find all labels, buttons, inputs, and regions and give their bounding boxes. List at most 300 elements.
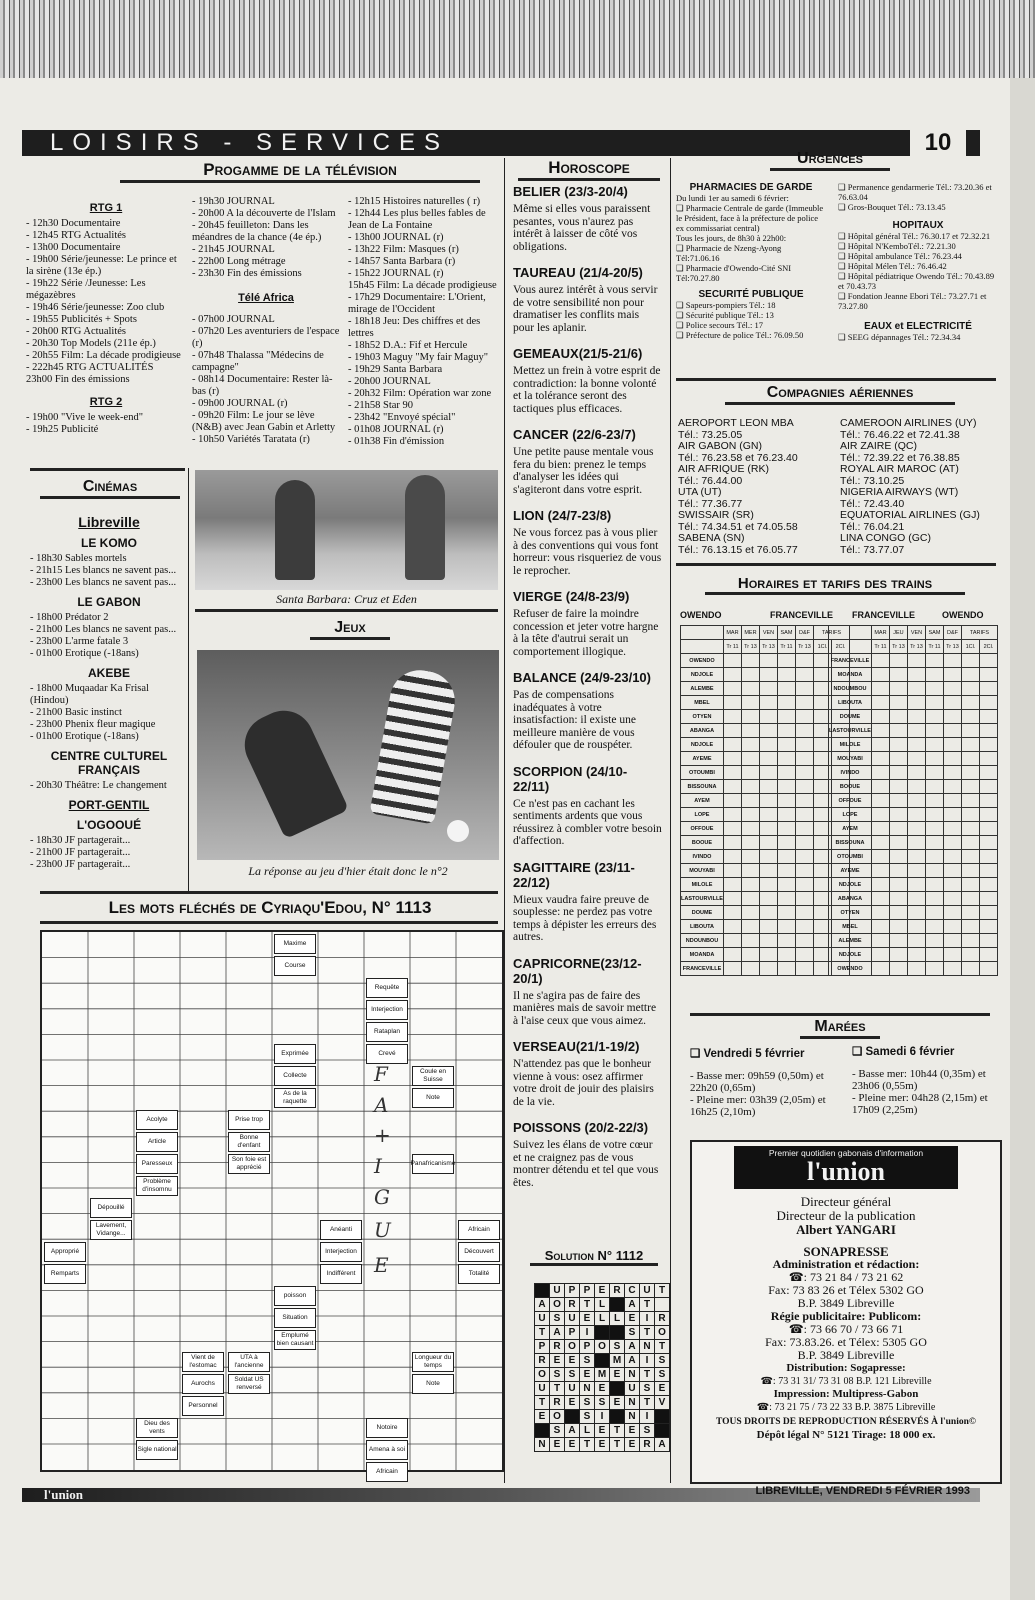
player-left [235,701,349,839]
time-cell [759,836,777,850]
crossword-clue: Article [136,1132,178,1152]
crossword-clue: Approprié [44,1242,86,1262]
black-cell [655,1410,670,1424]
crossword-grid[interactable] [40,930,504,1475]
zodiac-sign: LION (24/7-23/8) [513,508,612,523]
solution-cell: R [550,1396,565,1410]
time-cell [795,906,813,920]
time-cell [741,850,759,864]
compagnies-right [840,418,1000,556]
solution-cell: O [550,1410,565,1424]
time-cell [889,878,907,892]
solution-cell: I [595,1410,610,1424]
time-cell [723,920,741,934]
time-cell [907,780,925,794]
dir2-to: OWENDO [942,610,984,620]
crossword-clue: Exprimée [274,1044,316,1064]
solution-cell: P [565,1326,580,1340]
station-name: MOANDA [681,948,724,962]
zodiac-text: Pas de compensations inadéquates à votre insatisfaction: il existe une meilleure manière de vous défouler que de rouspéter. [513,689,636,751]
time-cell [979,668,997,682]
train-header: Tr 13 [943,640,961,654]
showtime: - 18h00 Prédator 2 [30,612,109,623]
crossword-clue: Prise trop [228,1110,270,1130]
airline-line: Tél.: 73.25.05 [678,428,743,441]
page-right-edge [1010,78,1035,1600]
time-cell [741,668,759,682]
crossword-clue: Interjection [320,1242,362,1262]
solution-cell: E [610,1368,625,1382]
time-cell [871,878,889,892]
program-item: - 08h14 Documentaire: Rester là-bas (r) [192,374,333,397]
horoscope-title: Horoscope [518,158,660,181]
crossword-clue: Course [274,956,316,976]
crossword-clue: Anéanti [320,1220,362,1240]
solution-cell: U [625,1382,640,1396]
time-cell [759,850,777,864]
crossword-clue: Son foie est apprécié [228,1154,270,1174]
time-cell [889,710,907,724]
black-cell [610,1382,625,1396]
program-item: - 19h55 Publicités + Spots [26,314,137,325]
program-item: - 20h32 Film: Opération war zone [348,388,492,399]
solution-cell: A [550,1326,565,1340]
time-cell [961,836,979,850]
crossword-clue: Totalité [458,1264,500,1284]
crossword-clue: Note [412,1374,454,1394]
time-cell [741,808,759,822]
tide-line: - Pleine mer: 03h39 (2,05m) et 16h25 (2,10m) [690,1094,826,1118]
time-cell [795,934,813,948]
showtime: - 18h30 Sables mortels [30,553,127,564]
day2-title: ❑ Samedi 6 février [852,1046,955,1058]
solution-cell: S [640,1424,655,1438]
hopitaux-title: HOPITAUX [892,220,944,231]
program-item: - 19h00 "Vive le week-end" [26,412,143,423]
airline-line: LINA CONGO (GC) [840,532,932,544]
time-cell [795,724,813,738]
admin-title: Administration et rédaction: [772,1257,920,1271]
time-cell [925,794,943,808]
time-cell [741,822,759,836]
figure-left [275,480,315,580]
time-cell [961,934,979,948]
time-cell [979,906,997,920]
time-cell [943,724,961,738]
program-item: - 19h30 JOURNAL [192,196,275,207]
time-cell [723,752,741,766]
time-cell [795,780,813,794]
airline-line: SABENA (SN) [678,532,745,544]
time-cell [943,864,961,878]
time-cell [759,920,777,934]
time-cell [925,668,943,682]
program-item: - 13h00 JOURNAL (r) [348,232,444,243]
time-cell [777,920,795,934]
time-cell [961,780,979,794]
crossword-clue: Lavement, Vidange... [90,1220,132,1240]
solution-cell: R [550,1340,565,1354]
time-cell [925,710,943,724]
solution-cell: E [535,1410,550,1424]
station-name: IVINDO [681,850,724,864]
pharmacies-title: PHARMACIES DE GARDE [689,182,813,193]
airline-line: EQUATORIAL AIRLINES (GJ) [840,509,980,521]
time-cell [871,892,889,906]
tv-col3-list [348,196,498,448]
station-name: AYEME [681,752,724,766]
airline-line: AEROPORT LEON MBA [678,417,794,429]
time-cell [889,780,907,794]
solution-cell: E [625,1424,640,1438]
table-corner [829,626,872,640]
zodiac-sign: GEMEAUX(21/5-21/6) [513,346,643,361]
solution-cell: O [535,1368,550,1382]
time-cell [961,682,979,696]
pharmacy-line: ❑ Pharmacie de Nzeng-Ayong Tél:71.06.16 [676,243,782,263]
time-cell [723,780,741,794]
black-cell [610,1410,625,1424]
black-cell [535,1284,550,1298]
time-cell [889,752,907,766]
solution-cell: E [580,1368,595,1382]
solution-cell: P [565,1284,580,1298]
time-cell [889,654,907,668]
solution-cell: S [625,1326,640,1340]
day-header: MAR [871,626,889,640]
black-cell [565,1410,580,1424]
solution-cell: O [655,1326,670,1340]
time-cell [925,948,943,962]
showtime: - 01h00 Erotique (-18ans) [30,648,139,659]
time-cell [741,934,759,948]
station-name: ABANGA [681,724,724,738]
crossword-clue: Collecte [274,1066,316,1086]
crossword-clue: Coule en Suisse [412,1066,454,1086]
time-cell [741,906,759,920]
time-cell [907,752,925,766]
time-cell [777,808,795,822]
program-item: - 222h45 RTG ACTUALITÉS [26,362,154,373]
station-name: AYEM [829,822,872,836]
crossword-clue: Indifférent [320,1264,362,1284]
solution-cell: E [625,1312,640,1326]
solution-cell: S [655,1354,670,1368]
airline-line: Tél.: 77.36.77 [678,497,743,510]
station-name: ALEMBE [681,682,724,696]
time-cell [907,892,925,906]
solution-cell: R [610,1284,625,1298]
zodiac-text: Refuser de faire la moindre concession et jeter votre hargne à la tête d'autrui serait un comportement illogique. [513,608,659,658]
union-tagline: Premier quotidien gabonais d'information [768,1148,924,1158]
time-cell [943,738,961,752]
showtime: - 01h00 Erotique (-18ans) [30,731,139,742]
security-line: ❑ Sécurité publique Tél.: 13 [676,310,774,320]
horoscope-list [513,170,663,1189]
crossword-clue: Remparts [44,1264,86,1284]
time-cell [907,724,925,738]
time-cell [795,850,813,864]
time-cell [871,808,889,822]
train-header: Tr 13 [907,640,925,654]
time-cell [979,864,997,878]
time-cell [741,948,759,962]
time-cell [777,948,795,962]
time-cell [943,948,961,962]
program-item: - 15h22 JOURNAL (r) [348,268,444,279]
time-cell [961,724,979,738]
time-cell [889,892,907,906]
tv-col-2 [192,196,340,446]
time-cell [889,864,907,878]
time-cell [961,864,979,878]
time-cell [943,766,961,780]
time-cell [907,822,925,836]
time-cell [943,752,961,766]
city-port-gentil: PORT-GENTIL [68,798,150,812]
station-name: DOUME [681,906,724,920]
zodiac-sign: VIERGE (24/8-23/9) [513,589,630,604]
station-name: ABANGA [829,892,872,906]
dir2-from: FRANCEVILLE [852,610,915,620]
time-cell [871,724,889,738]
time-cell [741,864,759,878]
solution-cell: E [595,1382,610,1396]
solution-cell: S [580,1354,595,1368]
crossword-clue: Dépouillé [90,1198,132,1218]
station-name: OWENDO [681,654,724,668]
airline-line: Tél.: 73.10.25 [840,474,905,487]
time-cell [723,892,741,906]
solution-cell: C [625,1284,640,1298]
time-cell [943,892,961,906]
time-cell [907,962,925,976]
time-cell [723,850,741,864]
crossword-clue: Situation [274,1308,316,1328]
day-header: VEN [759,626,777,640]
station-name: NDOUMBOU [829,682,872,696]
program-item: - 10h50 Variétés Taratata (r) [192,434,310,445]
time-cell [741,962,759,976]
time-cell [741,794,759,808]
time-cell [777,668,795,682]
day2-lines [852,1068,1002,1116]
time-cell [871,696,889,710]
program-item: - 12h15 Histoires naturelles ( r) [348,196,481,207]
tide-line: - Basse mer: 09h59 (0,50m) et 22h20 (0,65m) [690,1070,824,1094]
station-name: AYEM [681,794,724,808]
time-cell [979,738,997,752]
program-item: - 19h22 Série /Jeunesse: Les mégazèbres [26,278,146,301]
day1-lines [690,1070,840,1118]
time-cell [907,794,925,808]
solution-cell: O [595,1340,610,1354]
tv-col-3 [348,196,498,448]
time-cell [907,864,925,878]
eaux-list [838,332,998,342]
time-cell [907,878,925,892]
airline-line: Tél.: 76.46.22 et 72.41.38 [840,428,960,441]
trains-rule [676,563,996,566]
player-right [369,665,459,824]
crossword-clue: Emplumé bien causant [274,1330,316,1350]
day-header: SAM [925,626,943,640]
rtg2-list [26,412,186,436]
time-cell [759,766,777,780]
zodiac-sign: POISSONS (20/2-22/3) [513,1120,649,1135]
trains-title: Horaires et tarifs des trains [705,575,965,595]
program-item: - 19h46 Série/jeunesse: Zoo club [26,302,165,313]
solution-cell: V [655,1396,670,1410]
zodiac-text: Mettez un frein à votre esprit de contradiction: la bonne volonté et la tolérance seront des tactiques plus efficaces. [513,365,661,415]
solution-cell: R [535,1354,550,1368]
emergency-line: ❑ Gros-Bouquet Tél.: 73.13.45 [838,202,946,212]
tele-africa-list [192,314,340,446]
zodiac-sign: SCORPION (24/10-22/11) [513,763,628,794]
crossword-clue: Maxime [274,934,316,954]
time-cell [961,766,979,780]
time-cell [889,934,907,948]
solution-cell: E [595,1438,610,1452]
tide-line: - Pleine mer: 04h28 (2,15m) et 17h09 (2,25m) [852,1092,988,1116]
solution-cell: T [535,1396,550,1410]
legal-deposit: Dépôt légal N° 5121 Tirage: 18 000 ex. [756,1429,936,1441]
crossword-clue: Panafricanisme [412,1154,454,1174]
time-cell [723,794,741,808]
solution-cell: T [535,1326,550,1340]
rtg2-label: RTG 2 [89,396,123,408]
dir1-from: OWENDO [680,610,722,620]
zodiac-text: Ne vous forcez pas à vous plier à des conventions qui vous font horreur: vous risqueriez de vous le reprocher. [513,527,662,577]
solution-cell: S [565,1368,580,1382]
union-direction [692,1195,1000,1237]
time-cell [925,780,943,794]
time-cell [759,738,777,752]
time-cell [961,962,979,976]
time-cell [871,822,889,836]
time-cell [871,780,889,794]
station-name: MILOLE [681,878,724,892]
crossword-clue: UTA à l'ancienne [228,1352,270,1372]
compagnies-title: Compagnies aériennes [725,384,955,405]
time-cell [723,906,741,920]
station-name: MOANDA [829,668,872,682]
solution-cell: I [640,1410,655,1424]
time-cell [907,920,925,934]
showtime: - 23h00 JF partagerait... [30,859,131,870]
station-name: LASTOURVILLE [681,892,724,906]
time-cell [759,906,777,920]
time-cell [889,906,907,920]
time-cell [759,948,777,962]
solution-grid [534,1283,670,1452]
time-cell [889,668,907,682]
solution-cell: E [595,1424,610,1438]
solution-cell: A [625,1340,640,1354]
program-item: - 12h45 RTG Actualités [26,230,126,241]
showtime: - 23h00 Phenix fleur magique [30,719,156,730]
time-cell [979,696,997,710]
solution-cell: L [610,1312,625,1326]
solution-cell: P [535,1340,550,1354]
program-item: 23h00 Fin des émissions [26,374,130,385]
security-line: ❑ Préfecture de police Tél.: 76.09.50 [676,330,804,340]
time-cell [925,864,943,878]
column-divider [670,158,671,1483]
time-cell [741,696,759,710]
dg-title-2: Directeur de la publication [776,1208,916,1223]
time-cell [979,962,997,976]
solution-cell: T [640,1368,655,1382]
time-cell [871,766,889,780]
photo-caption: Santa Barbara: Cruz et Eden [276,592,417,606]
program-item: - 18h52 D.A.: Fif et Hercule [348,340,468,351]
time-cell [777,906,795,920]
station-name: OWENDO [829,962,872,976]
compagnies-rule [676,378,996,381]
crossword-clue: Crevé [366,1044,408,1064]
train-table-franceville-owendo [828,625,998,976]
crossword-clue: As de la raquette [274,1088,316,1108]
solution-cell: N [625,1396,640,1410]
sonapresse: SONAPRESSE [803,1244,889,1259]
station-name: MILOLE [829,738,872,752]
solution-cell: A [535,1298,550,1312]
program-item: - 23h42 "Envoyé spécial" [348,412,456,423]
airline-line: ROYAL AIR MAROC (AT) [840,463,959,475]
newspaper-page [0,78,1010,1600]
crossword-clue: Soldat US renversé [228,1374,270,1394]
tide-line: - Basse mer: 10h44 (0,35m) et 23h06 (0,55m) [852,1068,986,1092]
airline-line: Tél.: 76.44.00 [678,474,743,487]
time-cell [723,696,741,710]
time-cell [777,766,795,780]
time-cell [889,696,907,710]
time-cell [795,892,813,906]
solution-cell: N [625,1368,640,1382]
solution-cell: R [655,1312,670,1326]
time-cell [925,892,943,906]
time-cell [979,766,997,780]
time-cell [759,668,777,682]
zodiac-sign: SAGITTAIRE (23/11-22/12) [513,859,635,890]
rtg1-label: RTG 1 [89,202,123,214]
time-cell [777,934,795,948]
time-cell [943,808,961,822]
emergency-line: ❑ Permanence gendarmerie Tél.: 73.20.36 et 76.63.04 [838,182,992,202]
time-cell [943,906,961,920]
time-cell [871,794,889,808]
venue-items [30,553,188,589]
solution-cell: S [580,1396,595,1410]
station-name: LIBOUTA [829,696,872,710]
time-cell [759,934,777,948]
time-cell [907,738,925,752]
zodiac-text: Mieux vaudra faire preuve de souplesse: ne perdez pas votre temps à dépister les erreurs des autres. [513,893,657,943]
time-cell [889,822,907,836]
time-cell [979,850,997,864]
program-item: - 21h45 JOURNAL [192,244,275,255]
crossword-clue: Personnel [182,1396,224,1416]
program-item: - 19h03 Maguy "My fair Maguy" [348,352,489,363]
time-cell [759,696,777,710]
time-cell [943,668,961,682]
venue-items [30,683,188,743]
time-cell [871,962,889,976]
time-cell [925,906,943,920]
compagnies-left [678,418,838,556]
security-line: ❑ Police secours Tél.: 17 [676,320,764,330]
